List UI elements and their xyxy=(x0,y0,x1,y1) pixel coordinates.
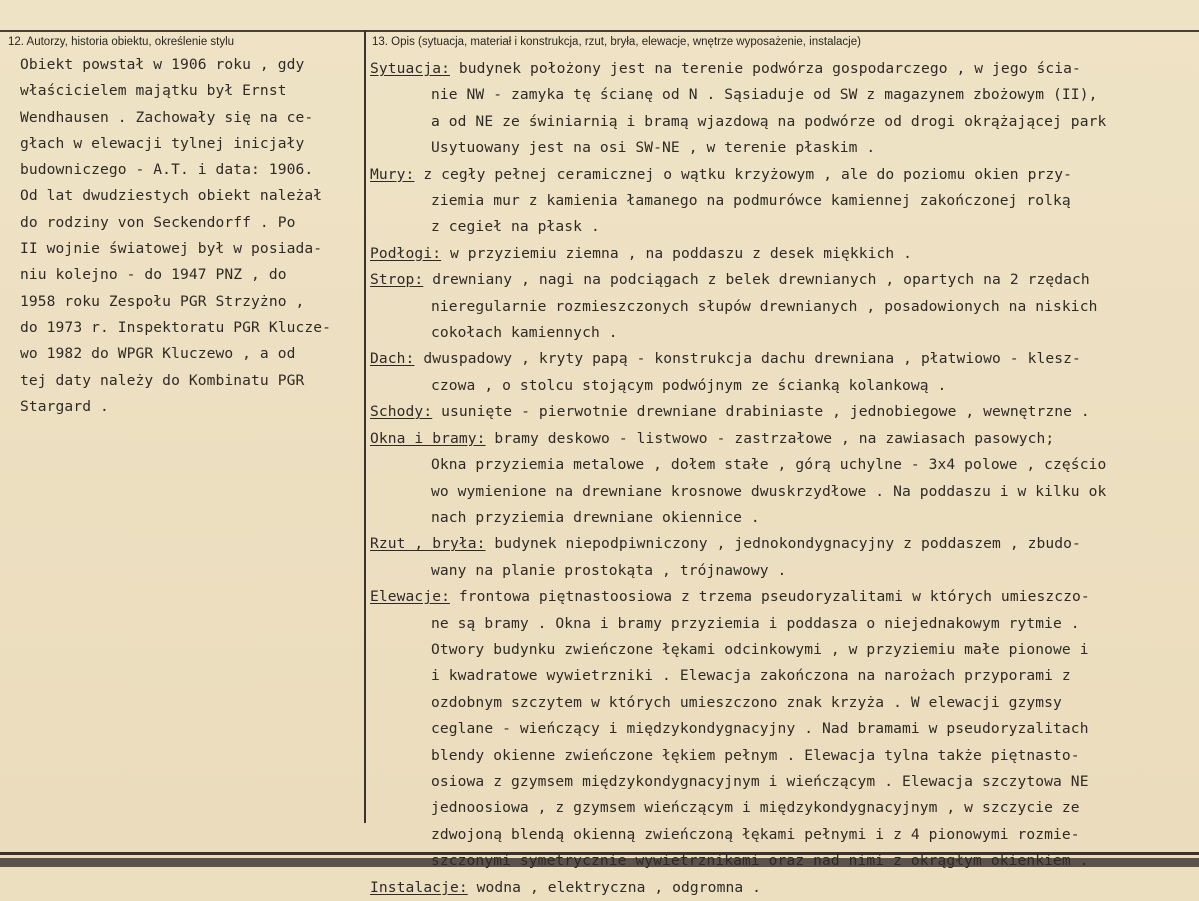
column-divider xyxy=(364,30,366,823)
top-rule xyxy=(0,30,1199,32)
section-continuation-line: ne są bramy . Okna i bramy przyziemia i poddasza o niejednakowym rytmie . xyxy=(431,614,1080,632)
section-continuation-line: nie NW - zamyka tę ścianę od N . Sąsiaduje od SW z magazynem zbożowym (II), xyxy=(431,86,1098,104)
section-continuation-line: jednoosiowa , z gzymsem wieńczącym i międzykondygnacyjnym , w szczycie ze xyxy=(431,799,1080,817)
section-continuation-line: blendy okienne zwieńczone łękiem pełnym . Elewacja tylna także piętnasto- xyxy=(431,746,1080,764)
section-label: Instalacje: xyxy=(370,878,468,896)
section-first-line xyxy=(370,162,1196,188)
history-line: tej daty należy do Kombinatu PGR xyxy=(20,371,305,389)
description-section xyxy=(370,426,1196,532)
section-continuation-line: Okna przyziemia metalowe , dołem stałe , górą uchylne - 3x4 polowe , częścio xyxy=(431,456,1107,474)
description-section xyxy=(370,267,1196,346)
section-first-line xyxy=(370,399,1196,425)
history-line: głach w elewacji tylnej inicjały xyxy=(20,134,305,152)
section-text: budynek niepodpiwniczony , jednokondygnacyjny z poddaszem , zbudo- xyxy=(485,535,1081,553)
history-line: Obiekt powstał w 1906 roku , gdy xyxy=(20,56,305,73)
section-continuation-line: i kwadratowe wywietrzniki . Elewacja zakończona na narożach przyporami z xyxy=(431,667,1071,685)
history-line: Od lat dwudziestych obiekt należał xyxy=(20,187,323,205)
section-continuation-line: ozdobnym szczytem w których umieszczono znak krzyża . W elewacji gzymsy xyxy=(431,693,1062,711)
history-line: budowniczego - A.T. i data: 1906. xyxy=(20,161,314,179)
section-label: Mury: xyxy=(370,165,415,183)
section-continuation-line: a od NE ze świniarnią i bramą wjazdową na podwórze od drogi okrążającej park xyxy=(431,112,1107,130)
section-first-line xyxy=(370,56,1196,82)
history-line: Stargard . xyxy=(20,397,109,415)
section-continuation-line: ceglane - wieńczący i międzykondygnacyjny . Nad bramami w pseudoryzalitach xyxy=(431,720,1089,738)
section-first-line xyxy=(370,584,1196,610)
history-line: Wendhausen . Zachowały się na ce- xyxy=(20,108,314,126)
section-label: Strop: xyxy=(370,271,424,289)
section-continuation-line: szczonymi symetrycznie wywietrznikami oraz nad nimi z okrągłym okienkiem . xyxy=(431,852,1089,870)
description-section xyxy=(370,531,1196,584)
history-line: 1958 roku Zespołu PGR Strzyżno , xyxy=(20,292,305,310)
history-text xyxy=(20,52,360,420)
section-continuation-line: nach przyziemia drewniane okiennice . xyxy=(431,508,760,526)
section-continuation-line: wany na planie prostokąta , trójnawowy . xyxy=(431,561,787,579)
history-line: wo 1982 do WPGR Kluczewo , a od xyxy=(20,345,296,363)
history-line: II wojnie światowej był w posiada- xyxy=(20,240,323,258)
description-section xyxy=(370,346,1196,399)
section-label: Rzut , bryła: xyxy=(370,535,486,553)
section-continuation-line: ziemia mur z kamienia łamanego na podmurówce kamiennej zakończonej rolką xyxy=(431,192,1071,210)
history-line: niu kolejno - do 1947 PNZ , do xyxy=(20,266,287,284)
description-section xyxy=(370,584,1196,874)
section-12-header: 12. Autorzy, historia obiektu, określenie stylu xyxy=(8,36,235,48)
section-continuation-line: zdwojoną blendą okienną zwieńczoną łękami pełnymi i z 4 pionowymi rozmie- xyxy=(431,825,1080,843)
description-section xyxy=(370,241,1196,267)
section-label: Dach: xyxy=(370,350,415,368)
section-text: w przyziemiu ziemna , na poddaszu z desek miękkich . xyxy=(441,244,913,262)
history-line: do 1973 r. Inspektoratu PGR Klucze- xyxy=(20,318,332,336)
section-continuation-line: Otwory budynku zwieńczone łękami odcinkowymi , w przyziemiu małe pionowe i xyxy=(431,640,1089,658)
section-text: bramy deskowo - listwowo - zastrzałowe , na zawiasach pasowych; xyxy=(485,429,1055,447)
section-label: Podłogi: xyxy=(370,244,442,262)
section-first-line xyxy=(370,426,1196,452)
section-text: z cegły pełnej ceramicznej o wątku krzyżowym , ale do poziomu okien przy- xyxy=(414,165,1073,183)
section-label: Okna i bramy: xyxy=(370,429,486,447)
description-text xyxy=(370,56,1196,901)
section-first-line xyxy=(370,267,1196,293)
description-section xyxy=(370,162,1196,241)
section-first-line xyxy=(370,241,1196,267)
section-continuation-line: cokołach kamiennych . xyxy=(431,324,618,342)
section-text: usunięte - pierwotnie drewniane drabiniaste , jednobiegowe , wewnętrzne . xyxy=(432,403,1090,421)
section-label: Sytuacja: xyxy=(370,60,450,77)
section-first-line xyxy=(370,531,1196,557)
section-continuation-line: wo wymienione na drewniane krosnowe dwuskrzydłowe . Na poddaszu i w kilku ok xyxy=(431,482,1107,500)
description-section xyxy=(370,875,1196,901)
history-line: właścicielem majątku był Ernst xyxy=(20,82,287,100)
section-text: dwuspadowy , kryty papą - konstrukcja dachu drewniana , płatwiowo - klesz- xyxy=(414,350,1081,368)
section-text: drewniany , nagi na podciągach z belek drewnianych , opartych na 2 rzędach xyxy=(423,271,1090,289)
section-continuation-line: nieregularnie rozmieszczonych słupów drewnianych , posadowionych na niskich xyxy=(431,297,1098,315)
description-section xyxy=(370,56,1196,162)
description-section xyxy=(370,399,1196,425)
section-first-line xyxy=(370,346,1196,372)
section-label: Elewacje: xyxy=(370,588,450,606)
section-label: Schody: xyxy=(370,403,433,421)
section-13-header: 13. Opis (sytuacja, materiał i konstrukcja, rzut, bryła, elewacje, wnętrze wyposażenie, instalacje) xyxy=(372,36,861,48)
section-text: frontowa piętnastoosiowa z trzema pseudoryzalitami w których umieszczo- xyxy=(449,588,1090,606)
section-continuation-line: czowa , o stolcu stojącym podwójnym ze ścianką kolankową . xyxy=(431,376,947,394)
section-continuation-line: Usytuowany jest na osi SW-NE , w terenie płaskim . xyxy=(431,139,876,157)
section-text: budynek położony jest na terenie podwórza gospodarczego , w jego ścia- xyxy=(449,60,1081,77)
section-first-line xyxy=(370,875,1196,901)
section-continuation-line: osiowa z gzymsem międzykondygnacyjnym i wieńczącym . Elewacja szczytowa NE xyxy=(431,772,1089,790)
section-text: wodna , elektryczna , odgromna . xyxy=(467,878,761,896)
section-continuation-line: z cegieł na płask . xyxy=(431,218,600,236)
history-line: do rodziny von Seckendorff . Po xyxy=(20,213,296,231)
